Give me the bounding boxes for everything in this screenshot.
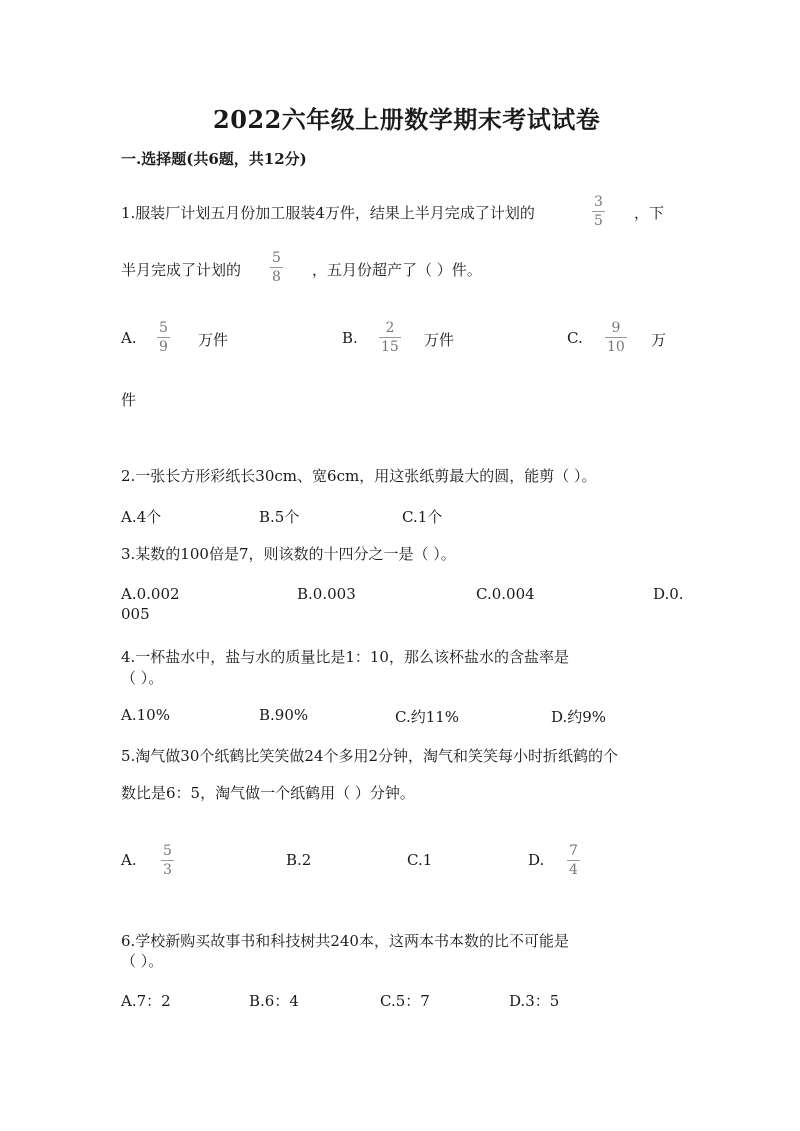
q6-text-wrap: （ ）。 — [121, 952, 164, 970]
fraction-numerator: 5 — [159, 320, 168, 336]
page-title: 2022六年级上册数学期末考试试卷 — [213, 105, 601, 134]
option-unit: 万件 — [424, 331, 455, 349]
q3-option-a[interactable]: A.0.002 — [121, 585, 180, 603]
q1-text-line1-end: ，下 — [634, 204, 665, 222]
fraction-bar — [270, 267, 283, 268]
section-heading: 一.选择题(共6题，共12分) — [121, 150, 307, 168]
q6-option-a[interactable]: A.7：2 — [121, 992, 171, 1010]
q5-text-wrap: 数比是6：5，淘气做一个纸鹤用（ ）分钟。 — [121, 784, 415, 802]
fraction-denominator: 4 — [569, 862, 578, 878]
fraction-bar — [161, 860, 174, 861]
fraction-denominator: 15 — [381, 339, 399, 355]
q4-option-b[interactable]: B.90% — [259, 706, 309, 724]
option-label: C. — [567, 329, 583, 347]
q2-option-b[interactable]: B.5个 — [259, 508, 300, 526]
q4-option-c[interactable]: C.约11% — [395, 708, 460, 726]
option-unit: 万 — [651, 331, 667, 349]
q4-text: 4.一杯盐水中，盐与水的质量比是1：10，那么该杯盐水的含盐率是 — [121, 648, 569, 666]
fraction-denominator: 3 — [163, 862, 172, 878]
fraction-numerator: 9 — [611, 320, 621, 336]
q3-option-b[interactable]: B.0.003 — [297, 585, 356, 603]
fraction-bar — [605, 337, 627, 338]
option-label: A. — [121, 851, 137, 869]
q3-text: 3.某数的100倍是7，则该数的十四分之一是（ ）。 — [121, 545, 456, 563]
q3-option-c[interactable]: C.0.004 — [476, 585, 535, 603]
q2-option-a[interactable]: A.4个 — [121, 508, 162, 526]
fraction-denominator: 8 — [272, 269, 281, 285]
q6-text: 6.学校新购买故事书和科技树共240本，这两本书本数的比不可能是 — [121, 932, 569, 950]
option-fraction — [605, 320, 627, 355]
option-fraction — [379, 320, 401, 355]
fraction-numerator: 3 — [594, 194, 603, 210]
q1-text-line2-end: ，五月份超产了（ ）件。 — [312, 261, 482, 279]
q3-option-d[interactable]: D.0. — [653, 585, 684, 603]
q5-option-c[interactable]: C.1 — [407, 851, 433, 869]
option-label: D. — [528, 851, 545, 869]
fraction-denominator: 9 — [159, 339, 168, 355]
fraction-bar — [379, 337, 401, 338]
q6-option-d[interactable]: D.3：5 — [509, 992, 560, 1010]
fraction-bar — [157, 337, 170, 338]
q6-option-b[interactable]: B.6：4 — [249, 992, 299, 1010]
q2-option-c[interactable]: C.1个 — [402, 508, 443, 526]
option-label: B. — [342, 329, 358, 347]
q1-fraction-3-5 — [592, 194, 605, 229]
option-unit: 万件 — [198, 331, 229, 349]
fraction-numerator: 7 — [569, 843, 578, 859]
q5-option-b[interactable]: B.2 — [286, 851, 312, 869]
q4-text-wrap: （ ）。 — [121, 669, 164, 687]
option-fraction — [567, 843, 580, 878]
q4-option-a[interactable]: A.10% — [121, 706, 170, 724]
q2-text: 2.一张长方形彩纸长30cm、宽6cm，用这张纸剪最大的圆，能剪（ ）。 — [121, 467, 597, 485]
option-label: A. — [121, 329, 137, 347]
option-unit-wrap: 件 — [121, 391, 137, 409]
q6-option-c[interactable]: C.5：7 — [380, 992, 430, 1010]
q1-text-line1: 1.服装厂计划五月份加工服装4万件，结果上半月完成了计划的 — [121, 204, 535, 222]
fraction-denominator: 5 — [594, 213, 603, 229]
q5-text: 5.淘气做30个纸鹤比笑笑做24个多用2分钟，淘气和笑笑每小时折纸鹤的个 — [121, 747, 619, 765]
option-fraction — [161, 843, 174, 878]
fraction-numerator: 5 — [163, 843, 172, 859]
q1-text-line2-start: 半月完成了计划的 — [121, 261, 242, 279]
option-fraction — [157, 320, 170, 355]
q3-option-d-wrap: 005 — [121, 605, 150, 623]
q1-fraction-5-8 — [270, 250, 283, 285]
fraction-numerator: 5 — [272, 250, 281, 266]
fraction-bar — [567, 860, 580, 861]
q4-option-d[interactable]: D.约9% — [551, 708, 607, 726]
fraction-bar — [592, 211, 605, 212]
fraction-numerator: 2 — [385, 320, 395, 336]
fraction-denominator: 10 — [607, 339, 625, 355]
